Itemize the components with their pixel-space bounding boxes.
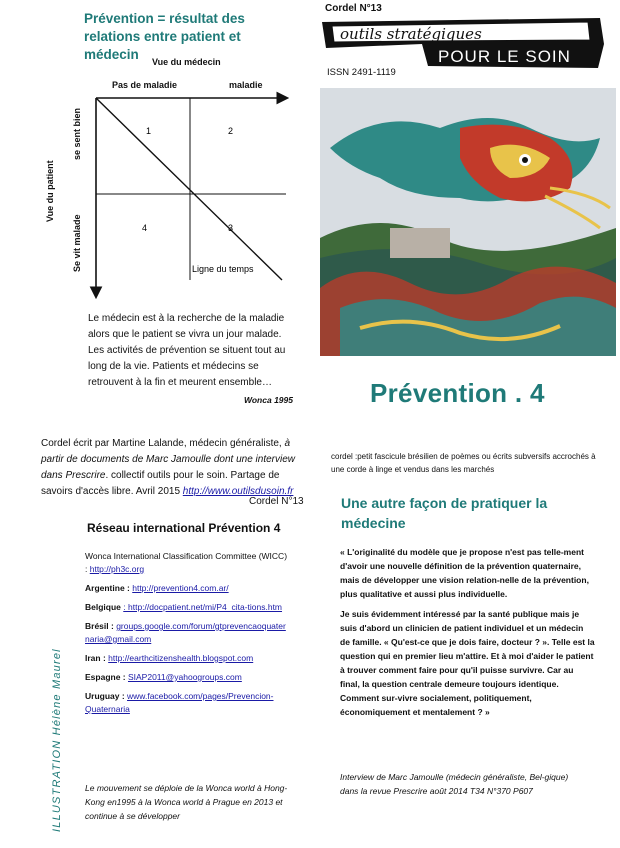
cordel-number-top: Cordel N°13 bbox=[325, 3, 382, 14]
argentine-link[interactable]: http://prevention4.com.ar/ bbox=[132, 583, 229, 593]
label-ligne-du-temps: Ligne du temps bbox=[192, 264, 254, 274]
label-maladie: maladie bbox=[229, 80, 263, 90]
time-line-diagonal bbox=[96, 98, 282, 280]
bresil-label: Brésil : bbox=[85, 621, 117, 631]
diagram-description: Le médecin est à la recherche de la maladie alors que le patient se vivra un jour malade. Les activités de prévention se situent tout au long de la vie. Patients et médecins se retrouvent à la fin et meurent ensemble… bbox=[88, 313, 286, 388]
wicc-label: Wonca International Classification Committee (WICC) : bbox=[85, 551, 288, 574]
label-se-sent-bien: se sent bien bbox=[72, 107, 82, 160]
cordel-definition: cordel :petit fascicule brésilien de poèmes ou écrits subversifs accrochés à une corde à linge et vendus dans les marchés bbox=[331, 452, 596, 474]
interview-quote bbox=[340, 545, 595, 725]
main-title: Prévention . 4 bbox=[370, 378, 545, 408]
credit-block bbox=[41, 436, 301, 500]
entry-bresil bbox=[85, 620, 290, 646]
quadrant-4: 4 bbox=[142, 223, 148, 233]
entry-wicc bbox=[85, 550, 290, 576]
espagne-link[interactable]: SIAP2011@yahoogroups.com bbox=[127, 672, 242, 682]
axis-label-vue-medecin: Vue du médecin bbox=[152, 57, 221, 67]
outilsdusoin-link[interactable]: http://www.outilsdusoin.fr bbox=[182, 486, 294, 497]
belgique-link[interactable]: : http://docpatient.net/mi/P4_cita-tions.htm bbox=[123, 602, 283, 612]
entry-argentine bbox=[85, 582, 290, 595]
section-title: Une autre façon de pratiquer la médecine bbox=[341, 495, 548, 531]
entry-uruguay bbox=[85, 690, 290, 716]
label-pas-de-maladie: Pas de maladie bbox=[112, 80, 178, 90]
prevention-quadrant-diagram bbox=[86, 84, 296, 304]
uruguay-label: Uruguay : bbox=[85, 691, 128, 701]
uruguay-link[interactable]: www.facebook.com/pages/Prevencion-Quaternaria bbox=[85, 691, 274, 714]
diagram-source: Wonca 1995 bbox=[244, 395, 293, 405]
banner-line-1: outils stratégiques bbox=[340, 25, 482, 43]
iran-label: Iran : bbox=[85, 653, 109, 663]
illustration-credit: ILLUSTRATION Hélène Maurel bbox=[51, 648, 63, 832]
entry-espagne bbox=[85, 671, 290, 684]
interview-source: Interview de Marc Jamoulle (médecin généraliste, Bel-gique) dans la revue Prescrire août 2014 T34 N°370 P607 bbox=[340, 772, 569, 796]
quadrant-1: 1 bbox=[146, 126, 152, 136]
quadrant-3: 3 bbox=[228, 223, 234, 233]
belgique-label: Belgique bbox=[85, 602, 124, 612]
axis-label-vue-patient: Vue du patient bbox=[45, 160, 55, 222]
reseau-title: Réseau international Prévention 4 bbox=[87, 521, 281, 535]
closing-text: Le mouvement se déploie de la Wonca world à Hong-Kong en1995 à la Wonca world à Prague en 2013 et continue à se développer bbox=[85, 783, 288, 821]
reseau-list bbox=[85, 550, 290, 722]
quote-paragraph-2: Je suis évidemment intéressé par la santé publique mais je suis d'abord un clinicien de patient individuel et un médecin de famille. « Qu'est-ce que je dois faire, docteur ? ». Telle est la question qui en premier lieu m'attire. Et à moi d'aider le patient à trouver comment faire pour qu'il puisse survivre. Car au final, la question centrale demeure toujours identique. Comment sur-vivre socialement, politiquement, économiquement et mentalement ? » bbox=[340, 609, 595, 717]
wicc-link[interactable]: http://ph3c.org bbox=[89, 564, 145, 574]
dragon-photo bbox=[320, 88, 616, 356]
espagne-label: Espagne : bbox=[85, 672, 128, 682]
bresil-link[interactable]: groups.google.com/forum/gtprevencaoquaternaria@gmail.com bbox=[85, 621, 286, 644]
credit-text-2: à partir de documents de Marc Jamoulle dont une interview dans Prescrire bbox=[41, 438, 296, 481]
prevention-title: Prévention = résultat des relations entre patient et médecin bbox=[84, 11, 245, 62]
label-se-vit-malade: Se vit malade bbox=[72, 214, 82, 272]
outils-strategiques-banner bbox=[318, 14, 607, 71]
iran-link[interactable]: http://earthcitizenshealth.blogspot.com bbox=[108, 653, 254, 663]
cordel-number-bottom: Cordel N°13 bbox=[249, 496, 304, 507]
credit-text-1: Cordel écrit par Martine Lalande, médecin généraliste, bbox=[41, 438, 285, 449]
credit-text-3: . collectif outils pour le soin. Partage de savoirs d'accès libre. Avril 2015 bbox=[41, 470, 280, 497]
banner-line-2: POUR LE SOIN bbox=[438, 47, 571, 66]
quote-paragraph-1: « L'originalité du modèle que je propose n'est pas telle-ment d'avoir une nouvelle définition de la prévention quaternaire, mais de développer une vision relation-nelle de la prévention, plus qualitative et aussi plus individuelle. bbox=[340, 547, 589, 599]
argentine-label: Argentine : bbox=[85, 583, 133, 593]
issn: ISSN 2491-1119 bbox=[327, 67, 396, 78]
entry-iran bbox=[85, 652, 290, 665]
quadrant-2: 2 bbox=[228, 126, 234, 136]
entry-belgique bbox=[85, 601, 290, 614]
